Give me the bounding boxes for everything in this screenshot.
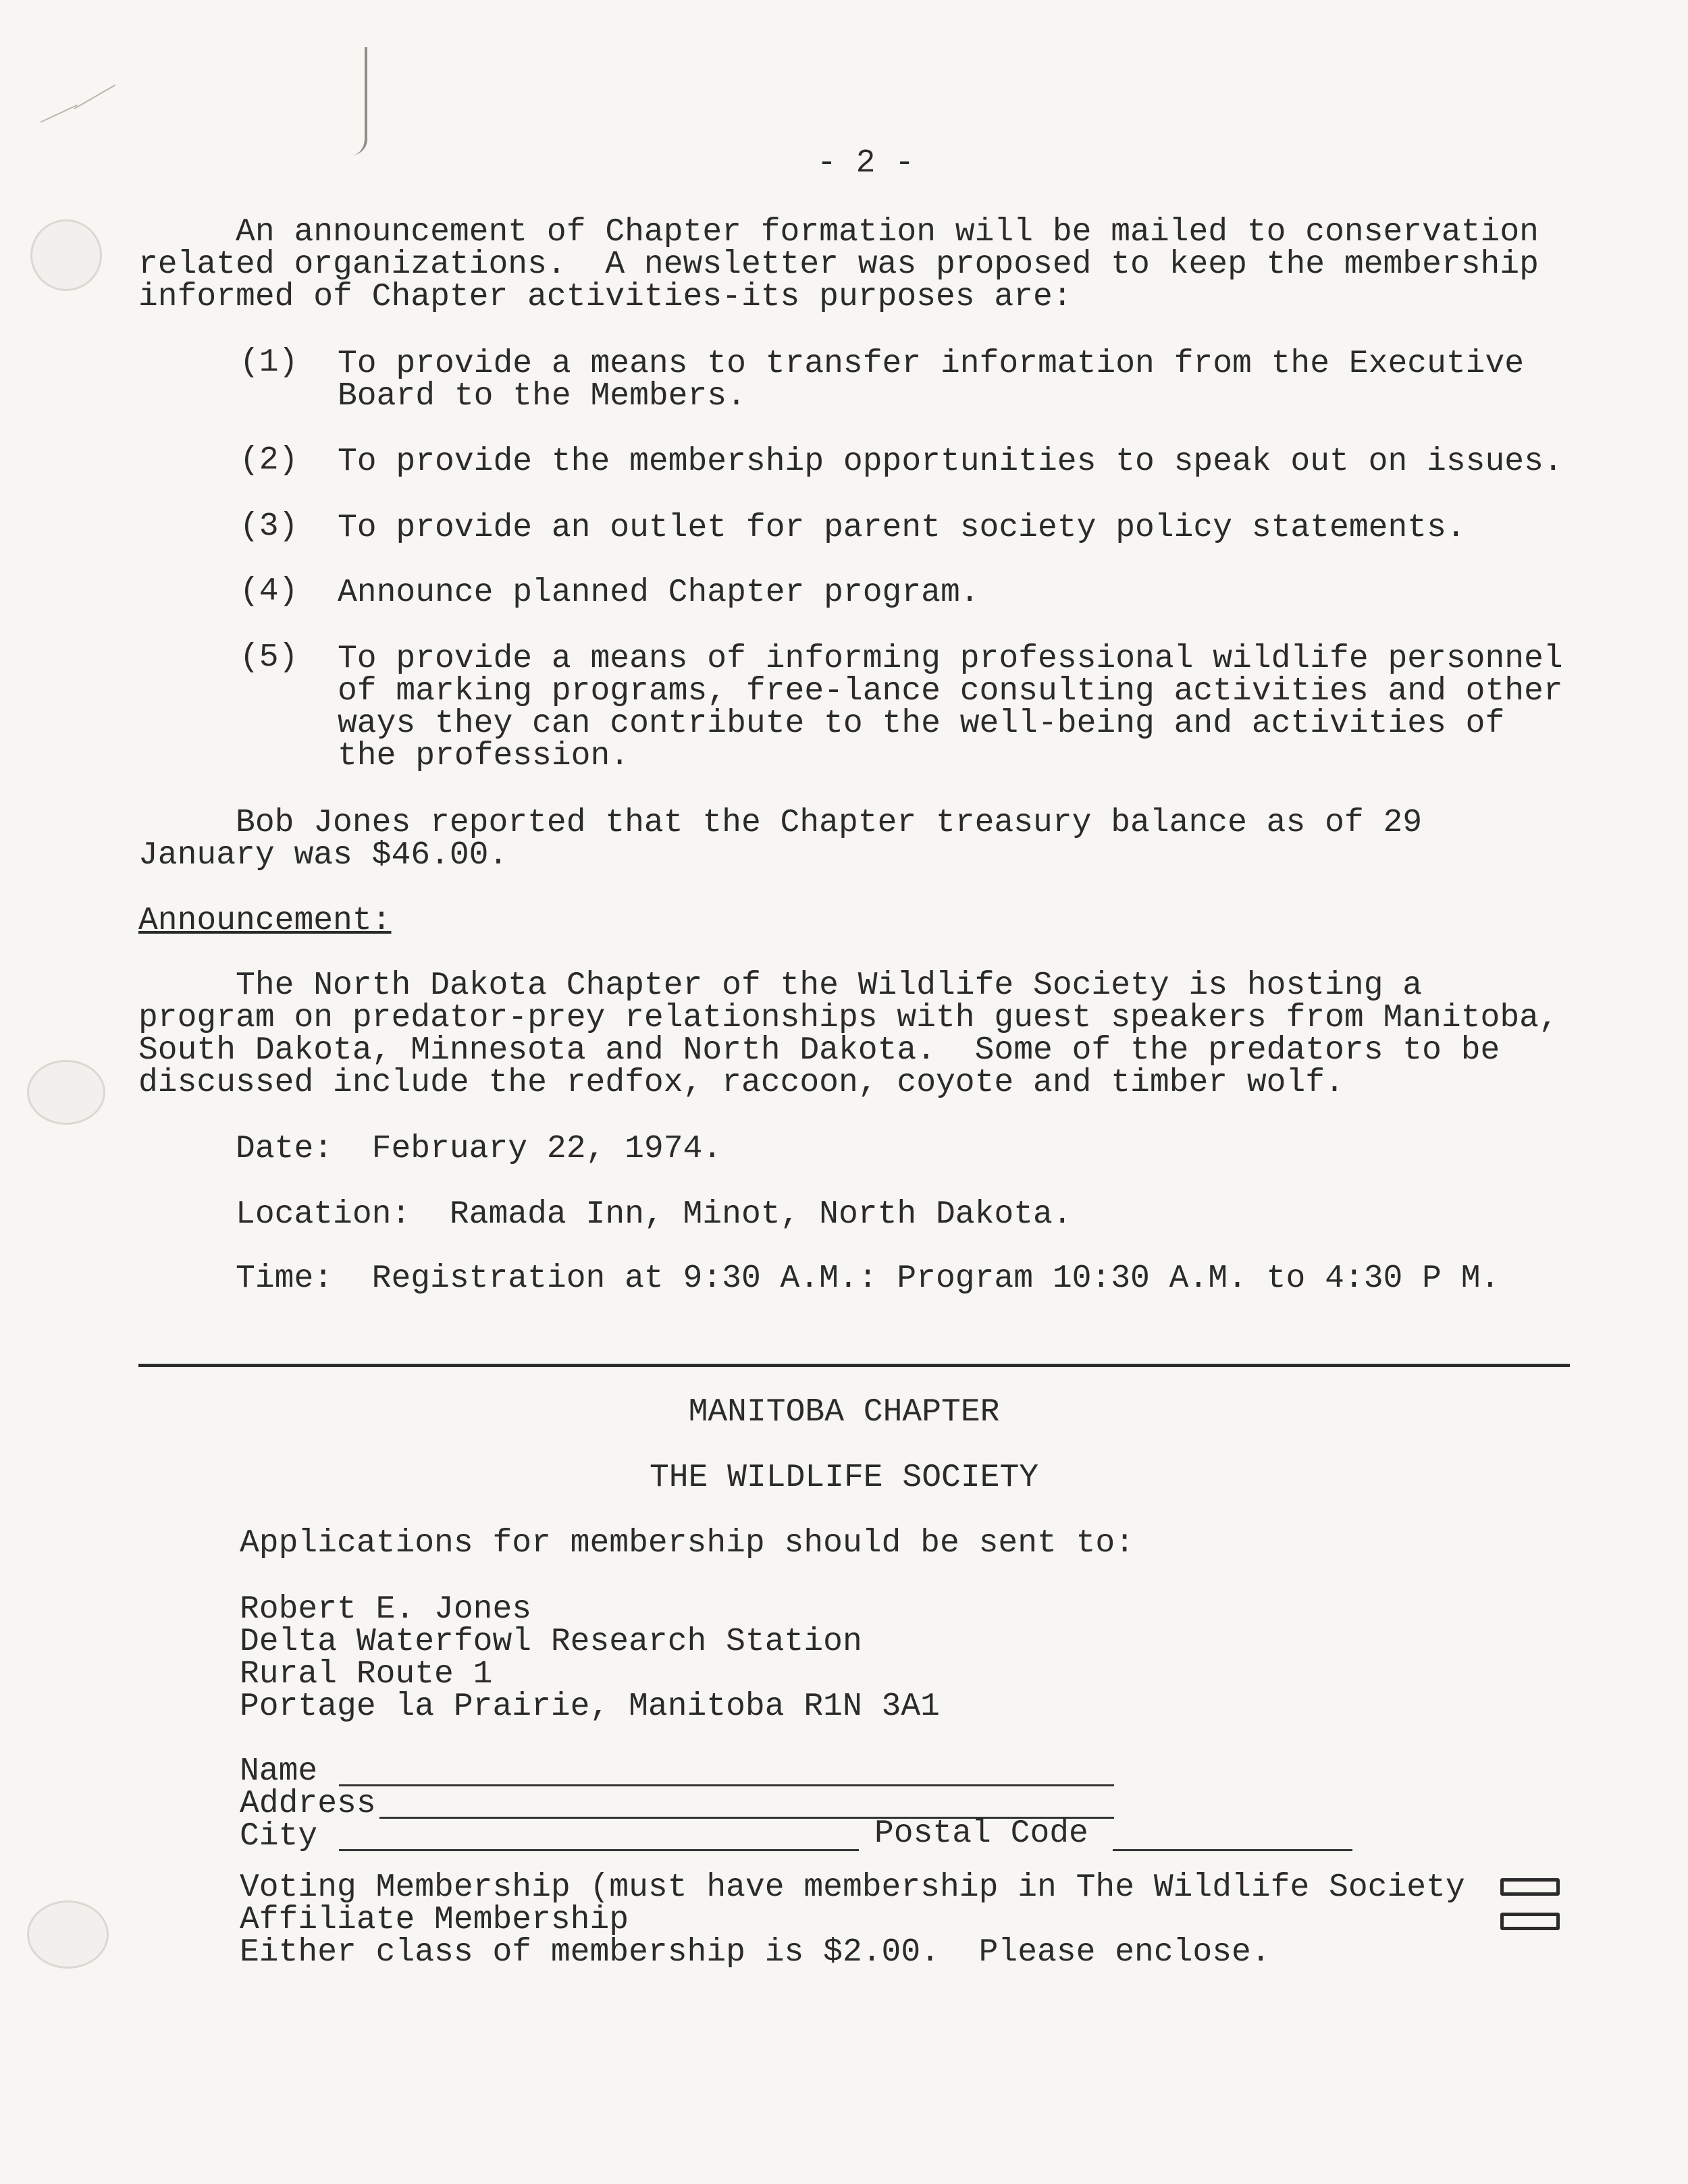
city-label: City: [240, 1818, 318, 1855]
paperclip-mark: [351, 47, 367, 155]
event-date: Date: February 22, 1974.: [138, 1131, 722, 1167]
page-number: - 2 -: [817, 145, 915, 182]
voting-membership-checkbox[interactable]: [1500, 1878, 1560, 1896]
list-number: (4): [240, 573, 298, 610]
list-number: (1): [240, 344, 298, 381]
pencil-mark: [41, 105, 78, 123]
event-location: Location: Ramada Inn, Minot, North Dakota.: [138, 1196, 1072, 1233]
announcement-line: program on predator-prey relationships with guest speakers from Manitoba,: [138, 1000, 1558, 1036]
announcement-line: The North Dakota Chapter of the Wildlife Society is hosting a: [138, 967, 1423, 1004]
list-item-text: To provide a means of informing professional wildlife personnel: [338, 641, 1563, 677]
list-item-text: To provide the membership opportunities to speak out on issues.: [338, 444, 1563, 480]
treasury-line: January was $46.00.: [138, 837, 508, 874]
announcement-line: South Dakota, Minnesota and North Dakota. Some of the predators to be: [138, 1032, 1500, 1069]
punch-hole: [30, 219, 102, 291]
list-item-text: Announce planned Chapter program.: [338, 575, 980, 611]
postal-code-label: Postal Code: [874, 1815, 1088, 1852]
address-line: Portage la Prairie, Manitoba R1N 3A1: [240, 1688, 940, 1725]
list-item-text: of marking programs, free-lance consulting activities and other: [338, 673, 1563, 710]
list-item-text: ways they can contribute to the well-being and activities of: [338, 705, 1505, 742]
event-time: Time: Registration at 9:30 A.M.: Program 10:30 A.M. to 4:30 P M.: [138, 1260, 1500, 1297]
list-number: (2): [240, 442, 298, 479]
voting-membership-label: Voting Membership (must have membership in The Wildlife Society: [240, 1869, 1465, 1906]
affiliate-membership-label: Affiliate Membership: [240, 1902, 629, 1938]
intro-line: An announcement of Chapter formation will be mailed to conservation: [138, 214, 1539, 250]
affiliate-membership-checkbox[interactable]: [1500, 1913, 1560, 1930]
address-line: Rural Route 1: [240, 1656, 493, 1693]
announcement-heading: Announcement:: [138, 903, 392, 939]
list-item-text: To provide an outlet for parent society policy statements.: [338, 510, 1466, 546]
list-item-text: Board to the Members.: [338, 378, 746, 415]
fee-note: Either class of membership is $2.00. Please enclose.: [240, 1934, 1271, 1971]
announcement-line: discussed include the redfox, raccoon, coyote and timber wolf.: [138, 1065, 1344, 1101]
address-line: Delta Waterfowl Research Station: [240, 1624, 862, 1660]
postal-code-field[interactable]: [1113, 1849, 1352, 1851]
address-line: Robert E. Jones: [240, 1591, 532, 1628]
list-item-text: the profession.: [338, 738, 630, 774]
list-number: (3): [240, 508, 298, 545]
name-field[interactable]: [339, 1784, 1114, 1786]
form-title: MANITOBA CHAPTER: [688, 1394, 1000, 1431]
punch-hole: [27, 1060, 105, 1125]
name-label: Name: [240, 1753, 318, 1790]
treasury-line: Bob Jones reported that the Chapter treasury balance as of 29: [138, 805, 1423, 841]
pencil-mark: [74, 84, 116, 109]
intro-line: related organizations. A newsletter was proposed to keep the membership: [138, 246, 1539, 283]
list-item-text: To provide a means to transfer information from the Executive: [338, 346, 1525, 382]
intro-line: informed of Chapter activities-its purposes are:: [138, 279, 1072, 315]
list-number: (5): [240, 639, 298, 676]
form-instructions: Applications for membership should be sent to:: [240, 1525, 1135, 1562]
form-subtitle: THE WILDLIFE SOCIETY: [649, 1460, 1039, 1496]
city-field[interactable]: [339, 1849, 859, 1851]
section-divider: [138, 1364, 1570, 1367]
punch-hole: [27, 1900, 109, 1969]
address-label: Address: [240, 1786, 376, 1822]
